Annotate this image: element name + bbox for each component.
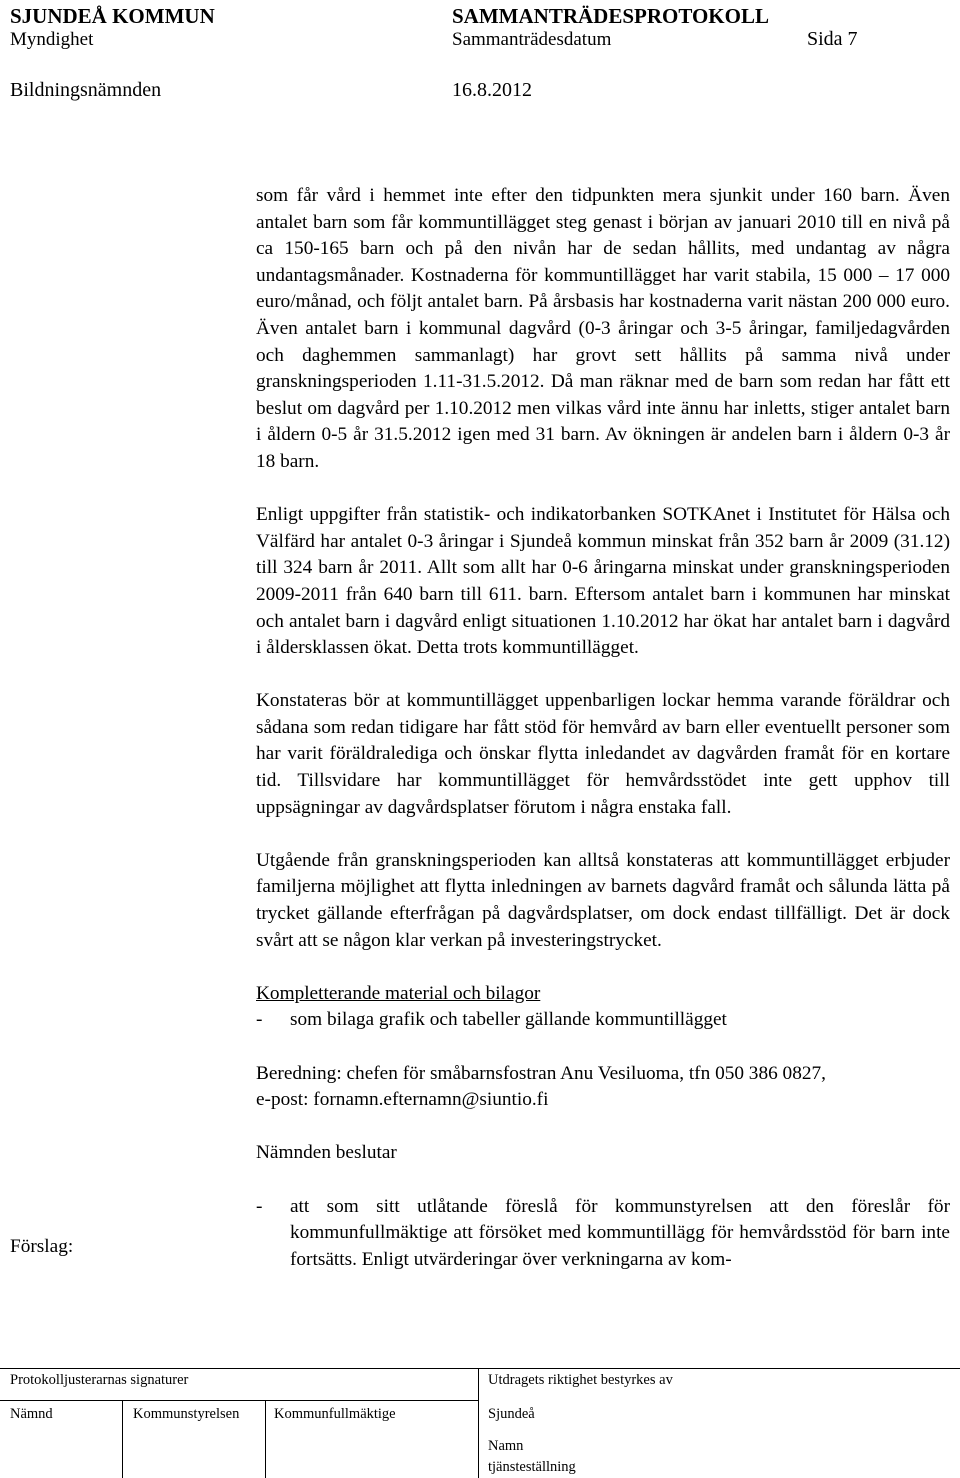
title-label: tjänsteställning [488,1459,576,1475]
signatures-label: Protokolljusterarnas signaturer [10,1372,189,1388]
paragraph-sotkanet: Enligt uppgifter från statistik- och indikatorbanken SOTKAnet i Institutet för Hälsa och Välfärd har antalet 0-3 åringar i Sjundeå kommun minskat från 352 barn år 2009 (31.12) till 324 barn år 2011. Allt som allt har 0-6 åringarna minskat under granskningsperioden 2009-2011 från 640 barn till 611. barn. Eftersom antalet barn i kommunen har minskat och antalet barn i dagvård enligt situationen 1.10.2012 har ökat har antalet barn i dagvård i åldersklassen ökat. Detta trots kommuntillägget. [256,504,950,659]
list-dash: - [256,1195,263,1217]
preparation-email: e-post: fornamn.efternamn@siuntio.fi [256,1089,549,1111]
decision-item [256,1194,950,1274]
place-label: Sjundeå [488,1406,535,1422]
attachment-item [256,1007,950,1034]
column-kommunstyrelsen: Kommunstyrelsen [133,1406,240,1422]
municipality-name: SJUNDEÅ KOMMUN [10,4,215,28]
authority-label: Myndighet [10,29,94,50]
document-type: SAMMANTRÄDESPROTOKOLL [452,4,769,28]
column-namnd: Nämnd [10,1406,53,1422]
column-kommunfullmaktige: Kommunfullmäktige [274,1406,396,1422]
footer-signature-rule [0,1400,478,1401]
preparation-line: Beredning: chefen för småbarnsfostran Anu Vesiluoma, tfn 050 386 0827, [256,1062,826,1084]
footer-col-divider-2 [265,1400,266,1478]
list-dash: - [256,1009,263,1031]
footer-col-divider-1 [122,1400,123,1478]
extract-label: Utdragets riktighet bestyrkes av [488,1372,673,1388]
attachments-heading: Kompletterande material och bilagor [256,982,541,1004]
decides-line: Nämnden beslutar [256,1142,397,1164]
authority-name: Bildningsnämnden [10,79,162,101]
footer-top-rule [0,1368,960,1369]
meeting-date-label: Sammanträdesdatum [452,29,612,50]
paragraph-statistics: som får vård i hemmet inte efter den tidpunkten mera sjunkit under 160 barn. Även antalet barn som får kommuntillägget steg genast i början av januari 2010 till en nivå på ca 150-165 barn och på den nivån har de sedan hållits, med undantag av några undantagsmånader. Kostnaderna för kommuntillägget har varit stabila, 15 000 – 17 000 euro/månad, och följt antalet barn. På årsbasis har kostnaderna varit nästan 200 000 euro. Även antalet barn i kommunal dagvård (0-3 åringar och 3-5 åringar, familjedagvården och daghemmen sammanlagt) har grovt sett hållits på samma nivå under granskningsperioden 1.11-31.5.2012. Då man räknar med de barn som redan har fått ett beslut om dagvård per 1.10.2012 men vilkas vård inte ännu har inletts, stiger antalet barn i åldern 0-5 år 31.5.2012 igen med 31 barn. Av ökningen är andelen barn i åldern 0-3 år 18 barn. [256,185,950,472]
meeting-date: 16.8.2012 [452,79,532,101]
name-label: Namn [488,1438,524,1454]
attachment-text: som bilaga grafik och tabeller gällande kommuntillägget [290,1009,727,1031]
document-body [256,183,950,1273]
decision-text: att som sitt utlåtande föreslå för kommunstyrelsen att den föreslår för kommunfullmäktige att försöket med kommuntillägg för hemvårdsstöd för barn inte fortsätts. Enligt utvärderingar över verkningarna av kom- [290,1195,950,1270]
footer-divider [478,1368,479,1478]
paragraph-evaluation: Utgående från granskningsperioden kan alltså konstateras att kommuntillägget erbjuder familjerna möjlighet att flytta inledningen av barnets dagvård framåt och sålunda lätta på trycket gällande efterfrågan på dagvårdsplatser, om dock endast tillfälligt. Det är dock svårt att se någon klar verkan på investeringstrycket. [256,849,950,951]
proposal-label: Förslag: [10,1236,74,1257]
paragraph-conclusion: Konstateras bör at kommuntillägget uppenbarligen lockar hemma varande föräldrar och sådana som redan tidigare har fått stöd för hemvård av barn eller eventuellt personer som har varit föräldralediga och önskar flytta inledandet av dagvården framåt för en kortare tid. Tillsvidare har kommuntillägget för hemvårdsstödet inte gett upphov till uppsägningar av dagvårdsplatser förutom i några enstaka fall. [256,690,950,818]
page-number: Sida 7 [807,28,858,50]
